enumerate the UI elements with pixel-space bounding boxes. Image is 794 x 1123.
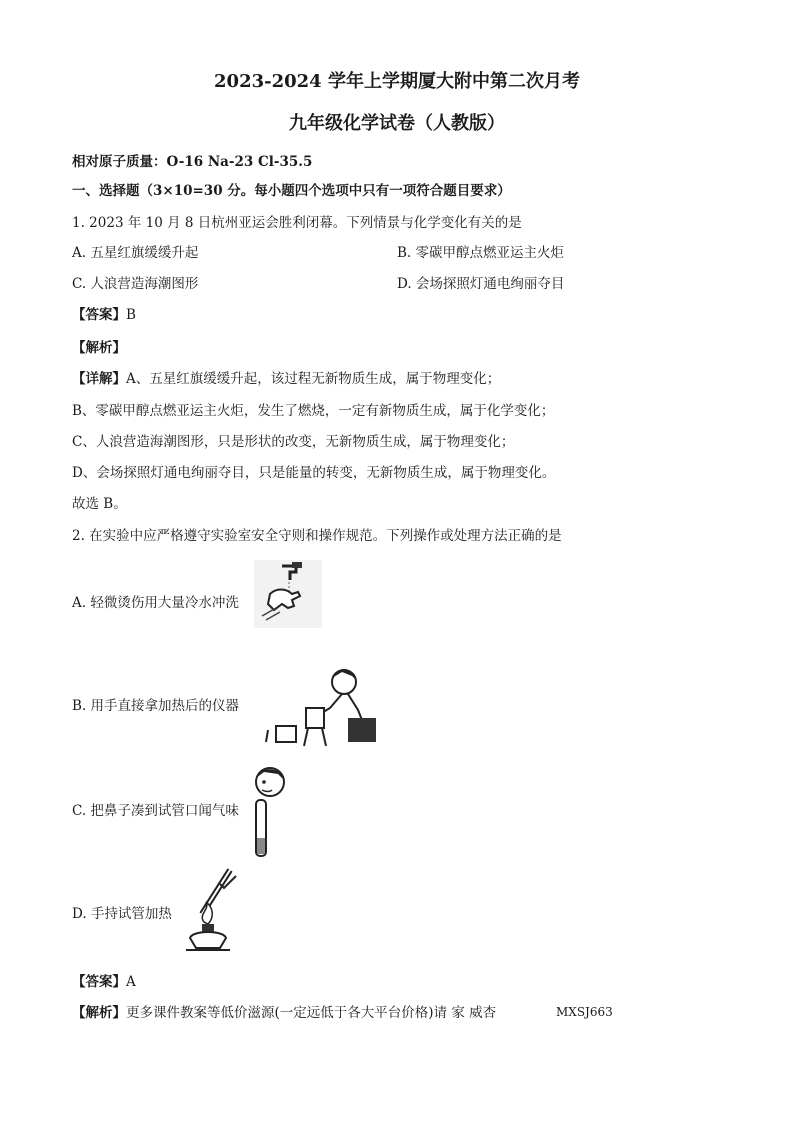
hot-instrument-illustration	[262, 660, 382, 748]
atomic-mass: 相对原子质量：O-16 Na-23 Cl-35.5	[72, 154, 313, 170]
q2-option-c: C. 把鼻子凑到试管口闻气味	[72, 803, 239, 819]
q1-answer	[72, 306, 136, 324]
detail-tag: 【详解】	[72, 371, 126, 387]
q2-option-a: A. 轻微烫伤用大量冷水冲洗	[72, 595, 239, 611]
heating-test-tube-illustration	[180, 866, 250, 956]
q1-conclusion: 故选 B。	[72, 496, 127, 512]
answer-tag: 【答案】	[72, 307, 126, 323]
smell-test-tube-illustration	[248, 764, 296, 860]
detail-a-text: A、五星红旗缓缓升起，该过程无新物质生成，属于物理变化；	[126, 371, 501, 387]
cold-water-tap-illustration	[252, 558, 324, 630]
q2-option-d: D. 手持试管加热	[72, 906, 172, 922]
q1-detail-c: C、人浪营造海潮图形，只是形状的改变，无新物质生成，属于物理变化；	[72, 434, 515, 450]
q1-option-a: A. 五星红旗缓缓升起	[72, 245, 199, 261]
q1-detail-b: B、零碳甲醇点燃亚运主火炬，发生了燃烧，一定有新物质生成，属于化学变化；	[72, 403, 555, 419]
q1-option-d: D. 会场探照灯通电绚丽夺目	[397, 276, 565, 292]
analysis-tag: 【解析】	[72, 1005, 126, 1021]
q1-option-b: B. 零碳甲醇点燃亚运主火炬	[397, 245, 565, 261]
exam-title: 2023-2024 学年上学期厦大附中第二次月考	[214, 71, 580, 92]
source-code: MXSJ663	[556, 1005, 613, 1019]
answer-value: B	[126, 307, 136, 323]
q2-answer	[72, 973, 136, 991]
q1-detail-d: D、会场探照灯通电绚丽夺目，只是能量的转变，无新物质生成，属于物理变化。	[72, 465, 556, 481]
answer-tag: 【答案】	[72, 974, 126, 990]
analysis-text: 更多课件教案等低价滋源(一定远低于各大平台价格)请 家 威杏	[126, 1005, 497, 1021]
q1-option-c: C. 人浪营造海潮图形	[72, 276, 199, 292]
q2-analysis	[72, 1004, 496, 1022]
q1-analysis-tag	[72, 339, 126, 357]
q1-detail-a	[72, 370, 500, 388]
q2-stem: 2. 在实验中应严格遵守实验室安全守则和操作规范。下列操作或处理方法正确的是	[72, 528, 562, 544]
answer-value: A	[126, 974, 136, 990]
section-heading: 一、选择题（3×10=30 分。每小题四个选项中只有一项符合题目要求）	[72, 183, 511, 199]
analysis-tag: 【解析】	[72, 340, 126, 356]
q1-stem: 1. 2023 年 10 月 8 日杭州亚运会胜利闭幕。下列情景与化学变化有关的是	[72, 215, 522, 231]
exam-subtitle: 九年级化学试卷（人教版）	[289, 113, 505, 134]
q2-option-b: B. 用手直接拿加热后的仪器	[72, 698, 240, 714]
